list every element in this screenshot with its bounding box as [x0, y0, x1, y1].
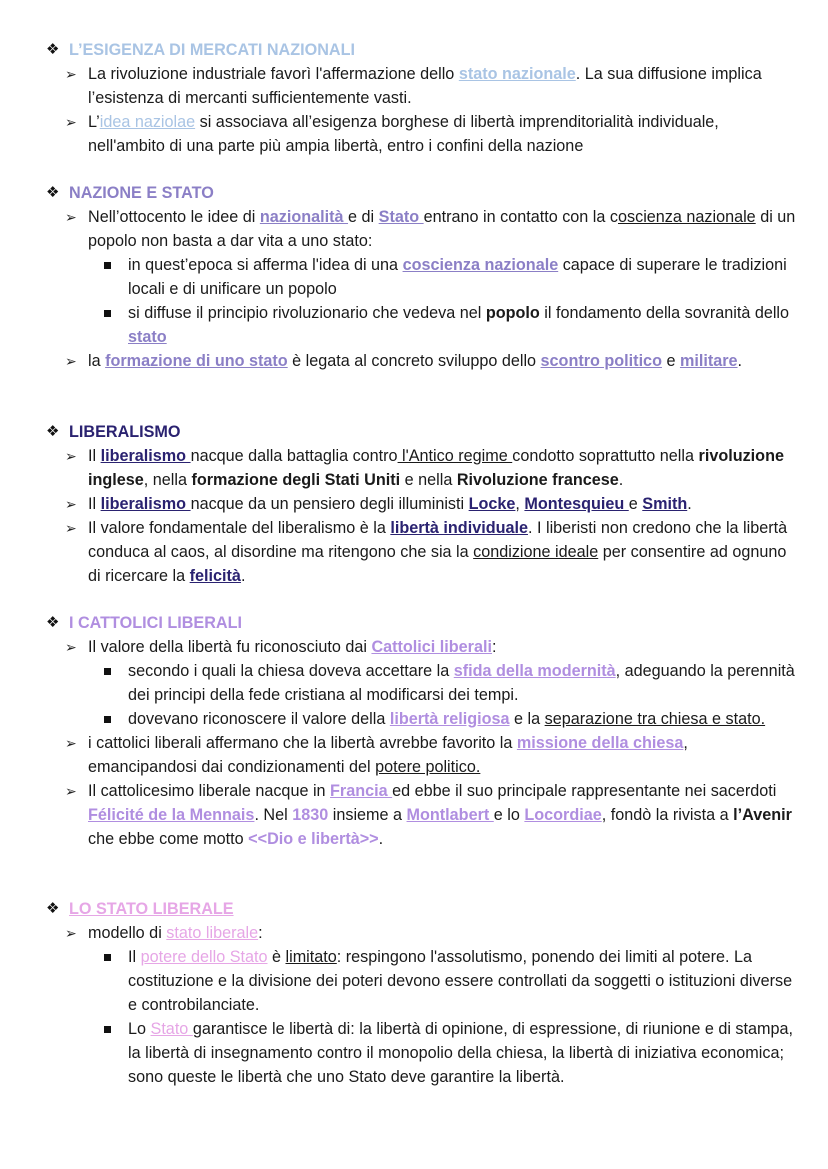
section-title: ❖ LO STATO LIBERALE — [46, 897, 798, 921]
section-title: ❖ NAZIONE E STATO — [46, 181, 798, 205]
section-title: ❖ I CATTOLICI LIBERALI — [46, 611, 798, 635]
diamond-bullet-icon: ❖ — [46, 423, 60, 440]
square-bullet-icon — [104, 668, 111, 675]
section-stato-liberale — [46, 897, 798, 1089]
keyword-link[interactable]: Locordiae — [524, 806, 602, 824]
sub-bullet-item: si diffuse il principio rivoluzionario che vedeva nel popolo il fondamento della sovranità dello stato — [46, 301, 798, 349]
arrow-bullet-icon: ➢ — [65, 353, 77, 369]
diamond-bullet-icon: ❖ — [46, 614, 60, 631]
section-title: ❖ LIBERALISMO — [46, 420, 798, 444]
section-mercati-nazionali — [46, 38, 798, 158]
section-title: ❖ L’ESIGENZA DI MERCATI NAZIONALI — [46, 38, 798, 62]
arrow-bullet-icon: ➢ — [65, 496, 77, 512]
keyword-link[interactable]: liberalismo — [100, 447, 191, 465]
bold-text: formazione degli Stati Uniti — [191, 471, 401, 489]
keyword-link[interactable]: Stato — [378, 208, 424, 226]
underlined-text: condizione ideale — [473, 543, 599, 561]
keyword-link[interactable]: Francia — [330, 782, 393, 800]
arrow-bullet-icon: ➢ — [65, 66, 77, 82]
keyword-link[interactable]: felicità — [189, 567, 241, 585]
keyword-link[interactable]: missione della chiesa — [516, 734, 684, 752]
sub-bullet-item: secondo i quali la chiesa doveva accettare la sfida della modernità, adeguando la perennità dei principi della fede cristiana al modificarsi dei tempi. — [46, 659, 798, 707]
bullet-item: ➢ La rivoluzione industriale favorì l'affermazione dello stato nazionale. La sua diffusione implica l’esistenza di mercanti sufficientemente vasti. — [46, 62, 798, 110]
keyword-link[interactable]: Félicité de la Mennais — [88, 806, 255, 824]
keyword-link[interactable]: Locke — [468, 495, 516, 513]
arrow-bullet-icon: ➢ — [65, 783, 77, 799]
section-nazione-stato — [46, 181, 798, 373]
diamond-bullet-icon: ❖ — [46, 41, 60, 58]
keyword-link[interactable]: nazionalità — [259, 208, 349, 226]
square-bullet-icon — [104, 716, 111, 723]
arrow-bullet-icon: ➢ — [65, 735, 77, 751]
underlined-text: l'Antico regime — [397, 447, 513, 465]
keyword-link[interactable]: coscienza nazionale — [402, 256, 559, 274]
bullet-item: ➢ Il liberalismo nacque da un pensiero degli illuministi Locke, Montesquieu e Smith. — [46, 492, 798, 516]
bold-text: rivoluzione inglese — [88, 447, 784, 489]
section-cattolici-liberali — [46, 611, 798, 851]
underlined-text: potere politico. — [375, 758, 481, 776]
bullet-item: ➢ Il cattolicesimo liberale nacque in Francia ed ebbe il suo principale rappresentante nei sacerdoti Félicité de la Mennais. Nel 1830 insieme a Montlabert e lo Locordiae, fondò la rivista a l’Avenir che ebbe come motto <<Dio e libertà>>. — [46, 779, 798, 851]
keyword-link[interactable]: libertà individuale — [390, 519, 528, 537]
keyword-link[interactable]: Montesquieu — [524, 495, 629, 513]
square-bullet-icon — [104, 310, 111, 317]
keyword-link[interactable]: potere dello Stato — [140, 948, 268, 966]
highlighted-year: 1830 — [292, 806, 329, 824]
bullet-item: ➢ Nell’ottocento le idee di nazionalità e di Stato entrano in contatto con la coscienza nazionale di un popolo non basta a dar vita a uno stato: — [46, 205, 798, 253]
keyword-link[interactable]: militare — [679, 352, 738, 370]
keyword-link[interactable]: libertà religiosa — [389, 710, 510, 728]
bold-text: l’Avenir — [733, 806, 792, 824]
bold-text: popolo — [485, 304, 540, 322]
keyword-link[interactable]: stato liberale — [166, 924, 259, 942]
arrow-bullet-icon: ➢ — [65, 520, 77, 536]
section-liberalismo — [46, 420, 798, 588]
square-bullet-icon — [104, 954, 111, 961]
bullet-item: ➢ Il liberalismo nacque dalla battaglia contro l'Antico regime condotto soprattutto nella rivoluzione inglese, nella formazione degli Stati Uniti e nella Rivoluzione francese. — [46, 444, 798, 492]
keyword-link[interactable]: scontro politico — [540, 352, 662, 370]
arrow-bullet-icon: ➢ — [65, 448, 77, 464]
keyword-link[interactable]: idea naziolae — [99, 113, 196, 131]
diamond-bullet-icon: ❖ — [46, 900, 60, 917]
sub-bullet-item: Il potere dello Stato è limitato: respingono l'assolutismo, ponendo dei limiti al potere. La costituzione e la divisione dei poteri devono essere controllati da soggetti o istituzioni diverse e controbilanciate. — [46, 945, 798, 1017]
keyword-link[interactable]: Smith — [642, 495, 688, 513]
bold-text: Rivoluzione francese — [456, 471, 619, 489]
keyword-link[interactable]: Montlabert — [406, 806, 494, 824]
bullet-item: ➢ modello di stato liberale: — [46, 921, 798, 945]
keyword-link[interactable]: stato — [128, 328, 167, 346]
bullet-item: ➢ Il valore della libertà fu riconosciuto dai Cattolici liberali: — [46, 635, 798, 659]
keyword-link[interactable]: stato nazionale — [458, 65, 576, 83]
underlined-text: limitato — [285, 948, 337, 966]
arrow-bullet-icon: ➢ — [65, 114, 77, 130]
square-bullet-icon — [104, 1026, 111, 1033]
keyword-link[interactable]: formazione di uno stato — [105, 352, 288, 370]
keyword-link[interactable]: sfida della modernità — [453, 662, 616, 680]
arrow-bullet-icon: ➢ — [65, 639, 77, 655]
sub-bullet-item: in quest’epoca si afferma l'idea di una coscienza nazionale capace di superare le tradizioni locali e di unificare un popolo — [46, 253, 798, 301]
bullet-item: ➢ Il valore fondamentale del liberalismo è la libertà individuale. I liberisti non credono che la libertà conduca al caos, al disordine ma ritengono che sia la condizione ideale per consentire ad ognuno di ricercare la felicità. — [46, 516, 798, 588]
underlined-text: separazione tra chiesa e stato. — [544, 710, 766, 728]
diamond-bullet-icon: ❖ — [46, 184, 60, 201]
motto-text: <<Dio e libertà>> — [248, 830, 379, 848]
keyword-link[interactable]: Stato — [150, 1020, 193, 1038]
square-bullet-icon — [104, 262, 111, 269]
arrow-bullet-icon: ➢ — [65, 209, 77, 225]
bullet-item: ➢ la formazione di uno stato è legata al concreto sviluppo dello scontro politico e militare. — [46, 349, 798, 373]
sub-bullet-item: dovevano riconoscere il valore della libertà religiosa e la separazione tra chiesa e stato. — [46, 707, 798, 731]
arrow-bullet-icon: ➢ — [65, 925, 77, 941]
sub-bullet-item: Lo Stato garantisce le libertà di: la libertà di opinione, di espressione, di riunione e di stampa, la libertà di insegnamento contro il monopolio della chiesa, la libertà di iniziativa economica; sono queste le libertà che uno Stato deve garantire la libertà. — [46, 1017, 798, 1089]
keyword-link[interactable]: Cattolici liberali — [371, 638, 492, 656]
bullet-item: ➢ L’idea naziolae si associava all’esigenza borghese di libertà imprenditorialità individuale, nell'ambito di una parte più ampia libertà, entro i confini della nazione — [46, 110, 798, 158]
keyword-link[interactable]: liberalismo — [100, 495, 191, 513]
bullet-item: ➢ i cattolici liberali affermano che la libertà avrebbe favorito la missione della chiesa, emancipandosi dai condizionamenti del potere politico. — [46, 731, 798, 779]
underlined-text: oscienza nazionale — [618, 208, 756, 226]
